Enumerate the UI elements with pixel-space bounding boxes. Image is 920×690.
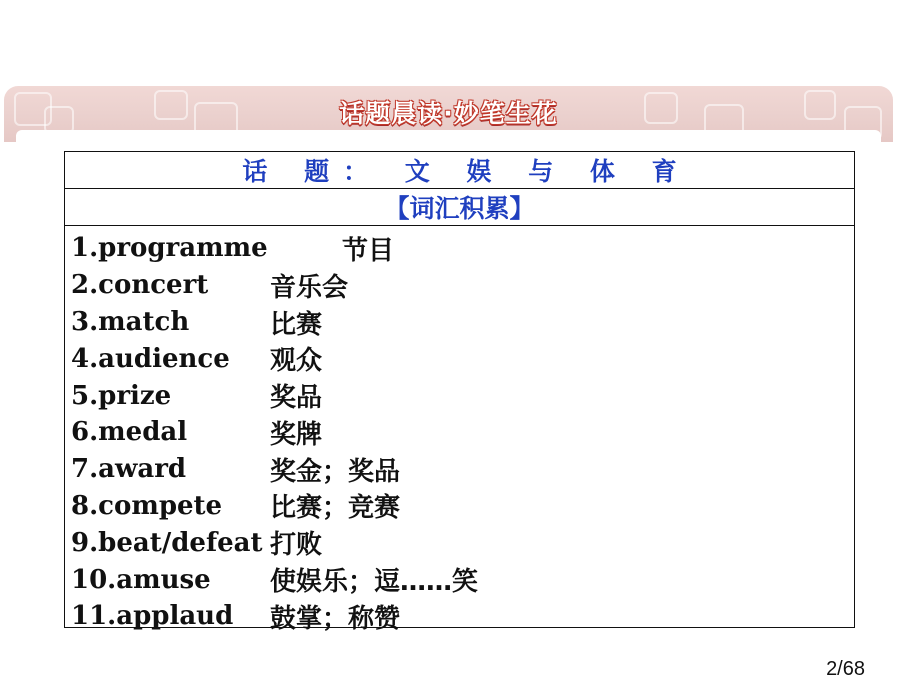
vocab-list <box>65 226 854 635</box>
vocab-row <box>71 230 854 267</box>
vocab-chinese: 使娱乐；逗……笑 <box>270 567 479 598</box>
vocab-english: 1.programme <box>71 233 268 264</box>
vocab-chinese: 比赛；竞赛 <box>270 493 401 524</box>
vocab-chinese: 奖牌 <box>270 419 323 450</box>
banner-title: 话题晨读·妙笔生花 <box>339 99 558 128</box>
vocab-chinese: 鼓掌；称赞 <box>270 603 401 634</box>
vocab-chinese: 奖品 <box>270 383 323 414</box>
vocab-row <box>71 377 854 414</box>
vocab-row <box>71 561 854 598</box>
vocab-english: 4.audience <box>71 343 230 374</box>
topic-heading-text: 话 题： 文 娱 与 体 育 <box>242 157 691 186</box>
vocab-chinese: 节目 <box>342 235 395 266</box>
vocab-english: 10.amuse <box>71 564 211 595</box>
header-banner <box>4 86 893 142</box>
vocab-row <box>71 267 854 304</box>
vocab-english: 5.prize <box>71 380 172 411</box>
vocab-english: 9.beat/defeat <box>71 527 263 558</box>
vocab-english: 3.match <box>71 306 190 337</box>
vocab-english: 7.award <box>71 454 187 485</box>
vocab-chinese: 奖金；奖品 <box>270 456 401 487</box>
banner-base <box>16 130 881 142</box>
vocab-english: 8.compete <box>71 490 223 521</box>
vocabulary-table <box>64 151 855 634</box>
vocab-english: 2.concert <box>71 270 209 301</box>
vocab-chinese: 打败 <box>270 530 323 561</box>
vocab-english: 11.applaud <box>71 601 234 632</box>
vocab-chinese: 音乐会 <box>270 272 349 303</box>
vocab-row <box>71 340 854 377</box>
vocab-row <box>71 451 854 488</box>
topic-heading <box>65 152 854 189</box>
vocab-row <box>71 414 854 451</box>
section-heading: 【词汇积累】 <box>65 189 854 226</box>
vocab-row <box>71 304 854 341</box>
vocab-english: 6.medal <box>71 417 188 448</box>
vocab-chinese: 观众 <box>270 346 323 377</box>
vocab-row <box>71 598 854 635</box>
page-number: 2/68 <box>826 658 865 680</box>
vocab-chinese: 比赛 <box>270 309 323 340</box>
vocab-row <box>71 524 854 561</box>
vocab-row <box>71 488 854 525</box>
